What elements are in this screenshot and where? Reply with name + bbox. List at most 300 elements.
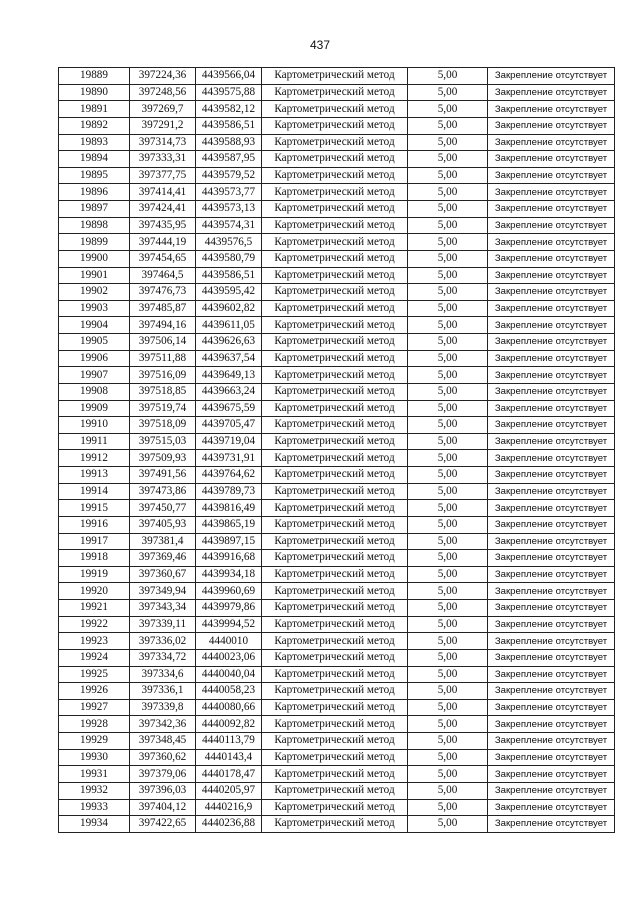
table-row — [59, 733, 615, 750]
accuracy-cell: 5,00 — [408, 566, 488, 583]
point-number-cell: 19895 — [59, 167, 130, 184]
x-coordinate-cell: 397377,75 — [130, 167, 196, 184]
fixation-cell: Закрепление отсутствует — [488, 217, 615, 234]
y-coordinate-cell: 4440113,79 — [196, 733, 262, 750]
accuracy-cell: 5,00 — [408, 799, 488, 816]
method-cell: Картометрический метод — [262, 699, 408, 716]
method-cell: Картометрический метод — [262, 317, 408, 334]
point-number-cell: 19931 — [59, 766, 130, 783]
fixation-cell: Закрепление отсутствует — [488, 550, 615, 567]
method-cell: Картометрический метод — [262, 117, 408, 134]
table-row — [59, 716, 615, 733]
x-coordinate-cell: 397509,93 — [130, 450, 196, 467]
accuracy-cell: 5,00 — [408, 716, 488, 733]
fixation-cell: Закрепление отсутствует — [488, 68, 615, 85]
point-number-cell: 19934 — [59, 816, 130, 833]
method-cell: Картометрический метод — [262, 217, 408, 234]
y-coordinate-cell: 4440092,82 — [196, 716, 262, 733]
y-coordinate-cell: 4440236,88 — [196, 816, 262, 833]
page-number: 437 — [309, 38, 331, 52]
fixation-cell: Закрепление отсутствует — [488, 400, 615, 417]
table-row — [59, 417, 615, 434]
fixation-cell: Закрепление отсутствует — [488, 317, 615, 334]
accuracy-cell: 5,00 — [408, 284, 488, 301]
method-cell: Картометрический метод — [262, 400, 408, 417]
x-coordinate-cell: 397333,31 — [130, 151, 196, 168]
accuracy-cell: 5,00 — [408, 683, 488, 700]
fixation-cell: Закрепление отсутствует — [488, 533, 615, 550]
y-coordinate-cell: 4439649,13 — [196, 367, 262, 384]
point-number-cell: 19928 — [59, 716, 130, 733]
method-cell: Картометрический метод — [262, 483, 408, 500]
point-number-cell: 19902 — [59, 284, 130, 301]
accuracy-cell: 5,00 — [408, 383, 488, 400]
accuracy-cell: 5,00 — [408, 583, 488, 600]
accuracy-cell: 5,00 — [408, 84, 488, 101]
accuracy-cell: 5,00 — [408, 151, 488, 168]
point-number-cell: 19906 — [59, 350, 130, 367]
table-row — [59, 467, 615, 484]
point-number-cell: 19898 — [59, 217, 130, 234]
point-number-cell: 19900 — [59, 250, 130, 267]
y-coordinate-cell: 4439816,49 — [196, 500, 262, 517]
y-coordinate-cell: 4439586,51 — [196, 117, 262, 134]
accuracy-cell: 5,00 — [408, 467, 488, 484]
accuracy-cell: 5,00 — [408, 633, 488, 650]
y-coordinate-cell: 4439960,69 — [196, 583, 262, 600]
x-coordinate-cell: 397444,19 — [130, 234, 196, 251]
table-row — [59, 250, 615, 267]
accuracy-cell: 5,00 — [408, 450, 488, 467]
x-coordinate-cell: 397485,87 — [130, 300, 196, 317]
point-number-cell: 19905 — [59, 334, 130, 351]
x-coordinate-cell: 397476,73 — [130, 284, 196, 301]
point-number-cell: 19913 — [59, 467, 130, 484]
x-coordinate-cell: 397349,94 — [130, 583, 196, 600]
table-row — [59, 516, 615, 533]
y-coordinate-cell: 4439579,52 — [196, 167, 262, 184]
table-row — [59, 201, 615, 218]
point-number-cell: 19925 — [59, 666, 130, 683]
x-coordinate-cell: 397336,1 — [130, 683, 196, 700]
table-row — [59, 799, 615, 816]
table-row — [59, 234, 615, 251]
point-number-cell: 19889 — [59, 68, 130, 85]
accuracy-cell: 5,00 — [408, 367, 488, 384]
fixation-cell: Закрепление отсутствует — [488, 284, 615, 301]
y-coordinate-cell: 4439574,31 — [196, 217, 262, 234]
x-coordinate-cell: 397450,77 — [130, 500, 196, 517]
y-coordinate-cell: 4439994,52 — [196, 616, 262, 633]
accuracy-cell: 5,00 — [408, 400, 488, 417]
x-coordinate-cell: 397516,09 — [130, 367, 196, 384]
method-cell: Картометрический метод — [262, 716, 408, 733]
table-row — [59, 616, 615, 633]
x-coordinate-cell: 397291,2 — [130, 117, 196, 134]
fixation-cell: Закрепление отсутствует — [488, 151, 615, 168]
method-cell: Картометрический метод — [262, 134, 408, 151]
accuracy-cell: 5,00 — [408, 516, 488, 533]
fixation-cell: Закрепление отсутствует — [488, 666, 615, 683]
fixation-cell: Закрепление отсутствует — [488, 184, 615, 201]
x-coordinate-cell: 397379,06 — [130, 766, 196, 783]
x-coordinate-cell: 397334,6 — [130, 666, 196, 683]
x-coordinate-cell: 397360,67 — [130, 566, 196, 583]
method-cell: Картометрический метод — [262, 600, 408, 617]
table-row — [59, 450, 615, 467]
method-cell: Картометрический метод — [262, 749, 408, 766]
y-coordinate-cell: 4439731,91 — [196, 450, 262, 467]
table-row — [59, 367, 615, 384]
point-number-cell: 19910 — [59, 417, 130, 434]
table-row — [59, 500, 615, 517]
y-coordinate-cell: 4439575,88 — [196, 84, 262, 101]
x-coordinate-cell: 397248,56 — [130, 84, 196, 101]
point-number-cell: 19894 — [59, 151, 130, 168]
method-cell: Картометрический метод — [262, 633, 408, 650]
method-cell: Картометрический метод — [262, 201, 408, 218]
fixation-cell: Закрепление отсутствует — [488, 300, 615, 317]
accuracy-cell: 5,00 — [408, 500, 488, 517]
table-row — [59, 583, 615, 600]
accuracy-cell: 5,00 — [408, 766, 488, 783]
x-coordinate-cell: 397519,74 — [130, 400, 196, 417]
accuracy-cell: 5,00 — [408, 217, 488, 234]
x-coordinate-cell: 397224,36 — [130, 68, 196, 85]
y-coordinate-cell: 4439719,04 — [196, 433, 262, 450]
y-coordinate-cell: 4439637,54 — [196, 350, 262, 367]
fixation-cell: Закрепление отсутствует — [488, 699, 615, 716]
x-coordinate-cell: 397422,65 — [130, 816, 196, 833]
accuracy-cell: 5,00 — [408, 550, 488, 567]
accuracy-cell: 5,00 — [408, 699, 488, 716]
x-coordinate-cell: 397369,46 — [130, 550, 196, 567]
y-coordinate-cell: 4439595,42 — [196, 284, 262, 301]
point-number-cell: 19929 — [59, 733, 130, 750]
fixation-cell: Закрепление отсутствует — [488, 84, 615, 101]
table-row — [59, 483, 615, 500]
point-number-cell: 19916 — [59, 516, 130, 533]
accuracy-cell: 5,00 — [408, 666, 488, 683]
method-cell: Картометрический метод — [262, 733, 408, 750]
accuracy-cell: 5,00 — [408, 134, 488, 151]
fixation-cell: Закрепление отсутствует — [488, 733, 615, 750]
table-row — [59, 101, 615, 118]
point-number-cell: 19918 — [59, 550, 130, 567]
y-coordinate-cell: 4439566,04 — [196, 68, 262, 85]
fixation-cell: Закрепление отсутствует — [488, 649, 615, 666]
table-row — [59, 400, 615, 417]
y-coordinate-cell: 4439934,18 — [196, 566, 262, 583]
x-coordinate-cell: 397464,5 — [130, 267, 196, 284]
point-number-cell: 19921 — [59, 600, 130, 617]
x-coordinate-cell: 397494,16 — [130, 317, 196, 334]
fixation-cell: Закрепление отсутствует — [488, 250, 615, 267]
method-cell: Картометрический метод — [262, 649, 408, 666]
accuracy-cell: 5,00 — [408, 167, 488, 184]
method-cell: Картометрический метод — [262, 84, 408, 101]
y-coordinate-cell: 4439582,12 — [196, 101, 262, 118]
x-coordinate-cell: 397334,72 — [130, 649, 196, 666]
y-coordinate-cell: 4439897,15 — [196, 533, 262, 550]
accuracy-cell: 5,00 — [408, 433, 488, 450]
point-number-cell: 19904 — [59, 317, 130, 334]
accuracy-cell: 5,00 — [408, 101, 488, 118]
point-number-cell: 19926 — [59, 683, 130, 700]
point-number-cell: 19896 — [59, 184, 130, 201]
fixation-cell: Закрепление отсутствует — [488, 367, 615, 384]
y-coordinate-cell: 4439588,93 — [196, 134, 262, 151]
fixation-cell: Закрепление отсутствует — [488, 201, 615, 218]
accuracy-cell: 5,00 — [408, 334, 488, 351]
point-number-cell: 19893 — [59, 134, 130, 151]
method-cell: Картометрический метод — [262, 417, 408, 434]
method-cell: Картометрический метод — [262, 300, 408, 317]
accuracy-cell: 5,00 — [408, 749, 488, 766]
table-row — [59, 184, 615, 201]
method-cell: Картометрический метод — [262, 683, 408, 700]
table-row — [59, 782, 615, 799]
fixation-cell: Закрепление отсутствует — [488, 267, 615, 284]
method-cell: Картометрический метод — [262, 367, 408, 384]
point-number-cell: 19923 — [59, 633, 130, 650]
point-number-cell: 19920 — [59, 583, 130, 600]
table-row — [59, 68, 615, 85]
x-coordinate-cell: 397435,95 — [130, 217, 196, 234]
y-coordinate-cell: 4439675,59 — [196, 400, 262, 417]
method-cell: Картометрический метод — [262, 334, 408, 351]
table-row — [59, 134, 615, 151]
accuracy-cell: 5,00 — [408, 201, 488, 218]
table-body — [59, 68, 615, 833]
fixation-cell: Закрепление отсутствует — [488, 234, 615, 251]
table-row — [59, 267, 615, 284]
fixation-cell: Закрепление отсутствует — [488, 633, 615, 650]
point-number-cell: 19890 — [59, 84, 130, 101]
accuracy-cell: 5,00 — [408, 782, 488, 799]
y-coordinate-cell: 4440080,66 — [196, 699, 262, 716]
x-coordinate-cell: 397336,02 — [130, 633, 196, 650]
table-row — [59, 533, 615, 550]
point-number-cell: 19909 — [59, 400, 130, 417]
table-row — [59, 151, 615, 168]
fixation-cell: Закрепление отсутствует — [488, 683, 615, 700]
x-coordinate-cell: 397518,09 — [130, 417, 196, 434]
fixation-cell: Закрепление отсутствует — [488, 350, 615, 367]
y-coordinate-cell: 4439573,77 — [196, 184, 262, 201]
accuracy-cell: 5,00 — [408, 533, 488, 550]
table-row — [59, 433, 615, 450]
x-coordinate-cell: 397506,14 — [130, 334, 196, 351]
y-coordinate-cell: 4439602,82 — [196, 300, 262, 317]
x-coordinate-cell: 397348,45 — [130, 733, 196, 750]
method-cell: Картометрический метод — [262, 467, 408, 484]
table-row — [59, 699, 615, 716]
table-row — [59, 683, 615, 700]
method-cell: Картометрический метод — [262, 450, 408, 467]
y-coordinate-cell: 4439587,95 — [196, 151, 262, 168]
table-row — [59, 300, 615, 317]
method-cell: Картометрический метод — [262, 816, 408, 833]
accuracy-cell: 5,00 — [408, 616, 488, 633]
point-number-cell: 19897 — [59, 201, 130, 218]
y-coordinate-cell: 4440058,23 — [196, 683, 262, 700]
method-cell: Картометрический метод — [262, 383, 408, 400]
y-coordinate-cell: 4439626,63 — [196, 334, 262, 351]
method-cell: Картометрический метод — [262, 550, 408, 567]
y-coordinate-cell: 4439586,51 — [196, 267, 262, 284]
x-coordinate-cell: 397454,65 — [130, 250, 196, 267]
y-coordinate-cell: 4439576,5 — [196, 234, 262, 251]
table-row — [59, 666, 615, 683]
point-number-cell: 19899 — [59, 234, 130, 251]
point-number-cell: 19911 — [59, 433, 130, 450]
point-number-cell: 19930 — [59, 749, 130, 766]
point-number-cell: 19927 — [59, 699, 130, 716]
x-coordinate-cell: 397381,4 — [130, 533, 196, 550]
fixation-cell: Закрепление отсутствует — [488, 467, 615, 484]
fixation-cell: Закрепление отсутствует — [488, 483, 615, 500]
point-number-cell: 19924 — [59, 649, 130, 666]
fixation-cell: Закрепление отсутствует — [488, 816, 615, 833]
point-number-cell: 19915 — [59, 500, 130, 517]
y-coordinate-cell: 4439580,79 — [196, 250, 262, 267]
table-row — [59, 600, 615, 617]
table-row — [59, 566, 615, 583]
accuracy-cell: 5,00 — [408, 250, 488, 267]
x-coordinate-cell: 397424,41 — [130, 201, 196, 218]
method-cell: Картометрический метод — [262, 284, 408, 301]
fixation-cell: Закрепление отсутствует — [488, 566, 615, 583]
table-row — [59, 649, 615, 666]
accuracy-cell: 5,00 — [408, 234, 488, 251]
method-cell: Картометрический метод — [262, 151, 408, 168]
table-row — [59, 816, 615, 833]
y-coordinate-cell: 4440040,04 — [196, 666, 262, 683]
x-coordinate-cell: 397396,03 — [130, 782, 196, 799]
accuracy-cell: 5,00 — [408, 733, 488, 750]
point-number-cell: 19917 — [59, 533, 130, 550]
point-number-cell: 19901 — [59, 267, 130, 284]
point-number-cell: 19912 — [59, 450, 130, 467]
fixation-cell: Закрепление отсутствует — [488, 101, 615, 118]
table-row — [59, 383, 615, 400]
table-row — [59, 334, 615, 351]
method-cell: Картометрический метод — [262, 533, 408, 550]
point-number-cell: 19907 — [59, 367, 130, 384]
table-row — [59, 167, 615, 184]
fixation-cell: Закрепление отсутствует — [488, 500, 615, 517]
y-coordinate-cell: 4439789,73 — [196, 483, 262, 500]
x-coordinate-cell: 397269,7 — [130, 101, 196, 118]
method-cell: Картометрический метод — [262, 267, 408, 284]
y-coordinate-cell: 4440010 — [196, 633, 262, 650]
point-number-cell: 19908 — [59, 383, 130, 400]
y-coordinate-cell: 4439705,47 — [196, 417, 262, 434]
x-coordinate-cell: 397314,73 — [130, 134, 196, 151]
accuracy-cell: 5,00 — [408, 68, 488, 85]
accuracy-cell: 5,00 — [408, 483, 488, 500]
x-coordinate-cell: 397491,56 — [130, 467, 196, 484]
coordinates-table — [58, 67, 615, 833]
point-number-cell: 19933 — [59, 799, 130, 816]
method-cell: Картометрический метод — [262, 782, 408, 799]
table-row — [59, 84, 615, 101]
table-row — [59, 633, 615, 650]
fixation-cell: Закрепление отсутствует — [488, 117, 615, 134]
method-cell: Картометрический метод — [262, 68, 408, 85]
method-cell: Картометрический метод — [262, 666, 408, 683]
point-number-cell: 19903 — [59, 300, 130, 317]
accuracy-cell: 5,00 — [408, 816, 488, 833]
accuracy-cell: 5,00 — [408, 117, 488, 134]
accuracy-cell: 5,00 — [408, 649, 488, 666]
x-coordinate-cell: 397473,86 — [130, 483, 196, 500]
fixation-cell: Закрепление отсутствует — [488, 516, 615, 533]
accuracy-cell: 5,00 — [408, 417, 488, 434]
method-cell: Картометрический метод — [262, 234, 408, 251]
x-coordinate-cell: 397515,03 — [130, 433, 196, 450]
y-coordinate-cell: 4440143,4 — [196, 749, 262, 766]
method-cell: Картометрический метод — [262, 433, 408, 450]
y-coordinate-cell: 4439865,19 — [196, 516, 262, 533]
method-cell: Картометрический метод — [262, 583, 408, 600]
fixation-cell: Закрепление отсутствует — [488, 433, 615, 450]
y-coordinate-cell: 4439979,86 — [196, 600, 262, 617]
y-coordinate-cell: 4440023,06 — [196, 649, 262, 666]
point-number-cell: 19914 — [59, 483, 130, 500]
y-coordinate-cell: 4439916,68 — [196, 550, 262, 567]
accuracy-cell: 5,00 — [408, 600, 488, 617]
table-row — [59, 117, 615, 134]
fixation-cell: Закрепление отсутствует — [488, 799, 615, 816]
method-cell: Картометрический метод — [262, 566, 408, 583]
accuracy-cell: 5,00 — [408, 350, 488, 367]
accuracy-cell: 5,00 — [408, 300, 488, 317]
y-coordinate-cell: 4439764,62 — [196, 467, 262, 484]
table-row — [59, 550, 615, 567]
table-row — [59, 350, 615, 367]
x-coordinate-cell: 397414,41 — [130, 184, 196, 201]
fixation-cell: Закрепление отсутствует — [488, 450, 615, 467]
method-cell: Картометрический метод — [262, 799, 408, 816]
table-row — [59, 317, 615, 334]
y-coordinate-cell: 4440178,47 — [196, 766, 262, 783]
x-coordinate-cell: 397405,93 — [130, 516, 196, 533]
point-number-cell: 19919 — [59, 566, 130, 583]
method-cell: Картометрический метод — [262, 101, 408, 118]
fixation-cell: Закрепление отсутствует — [488, 334, 615, 351]
x-coordinate-cell: 397339,11 — [130, 616, 196, 633]
x-coordinate-cell: 397511,88 — [130, 350, 196, 367]
method-cell: Картометрический метод — [262, 184, 408, 201]
y-coordinate-cell: 4439663,24 — [196, 383, 262, 400]
x-coordinate-cell: 397404,12 — [130, 799, 196, 816]
fixation-cell: Закрепление отсутствует — [488, 134, 615, 151]
point-number-cell: 19922 — [59, 616, 130, 633]
fixation-cell: Закрепление отсутствует — [488, 616, 615, 633]
fixation-cell: Закрепление отсутствует — [488, 749, 615, 766]
accuracy-cell: 5,00 — [408, 267, 488, 284]
y-coordinate-cell: 4439573,13 — [196, 201, 262, 218]
y-coordinate-cell: 4440216,9 — [196, 799, 262, 816]
fixation-cell: Закрепление отсутствует — [488, 167, 615, 184]
accuracy-cell: 5,00 — [408, 317, 488, 334]
method-cell: Картометрический метод — [262, 500, 408, 517]
fixation-cell: Закрепление отсутствует — [488, 600, 615, 617]
method-cell: Картометрический метод — [262, 350, 408, 367]
method-cell: Картометрический метод — [262, 516, 408, 533]
